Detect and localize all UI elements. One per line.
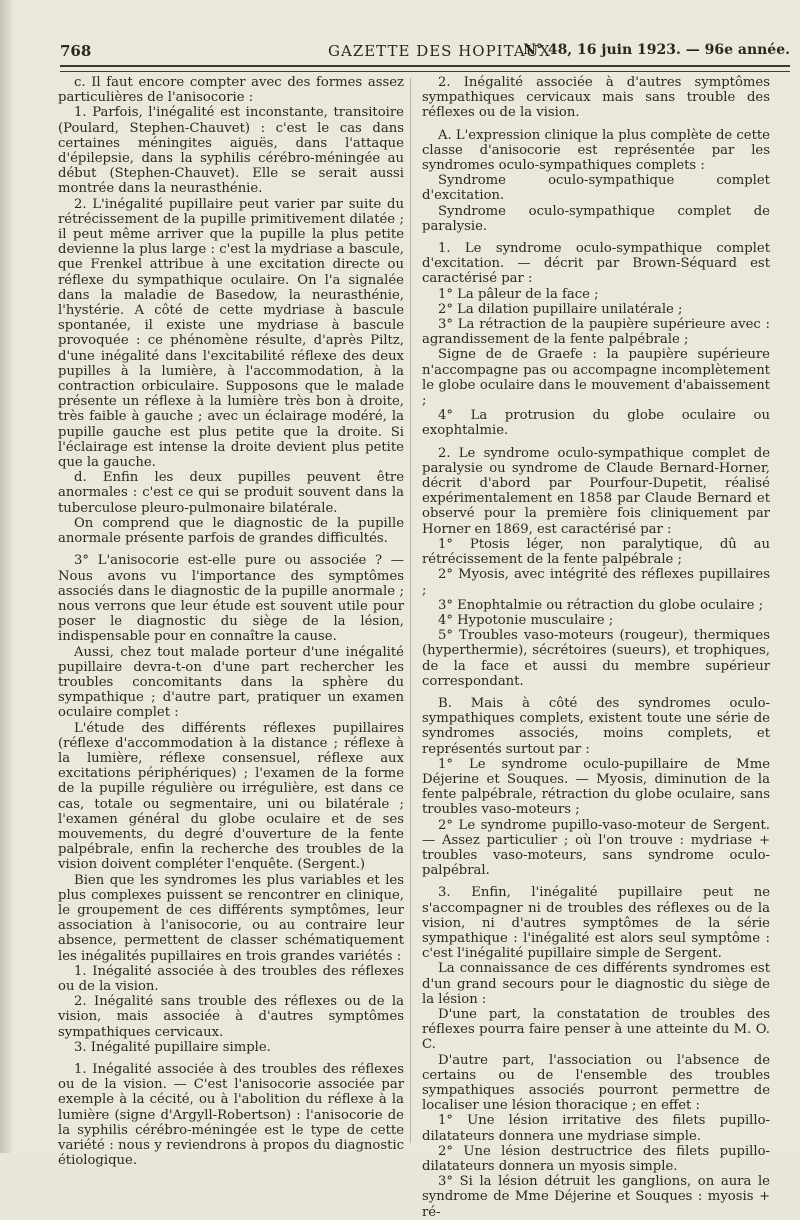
- list-item: 2° Une lésion destructrice des filets pupillo-dilatateurs donnera un myosis simple.: [422, 1143, 770, 1175]
- paragraph: La connaissance de ces différents syndromes est d'un grand secours pour le diagnostic du siège de la lésion :: [422, 961, 770, 1007]
- list-item: 4° La protrusion du globe oculaire ou exophtalmie.: [422, 408, 770, 439]
- section-paragraph: 3° L'anisocorie est-elle pure ou associée ? — Nous avons vu l'importance des symptômes associés dans le diagnostic de la pupille anormale ; nous verrons que leur étude est souvent utile pour poser le diagnostic du siège de la lésion, indispensable pour en connaître la cause.: [58, 553, 404, 645]
- list-item: Syndrome oculo-sympathique complet de paralysie.: [422, 203, 770, 234]
- list-item: 3. Inégalité pupillaire simple.: [74, 1039, 271, 1055]
- paragraph: 1. Parfois, l'inégalité est inconstante, transitoire (Poulard, Stephen-Chauvet) : c'est le cas dans certaines méningites aiguës, dans l'attaque d'épilepsie, dans la syphilis cérébro-méningée au début (Stephen-Chauvet). Elle se serait aussi montrée dans la neurasthénie.: [58, 105, 404, 197]
- paragraph: D'autre part, l'association ou l'absence de certains ou de l'ensemble des troubles sympathiques associés pourront permettre de localiser une lésion thoracique ; en effet :: [422, 1052, 770, 1114]
- list-item: 2° La dilation pupillaire unilatérale ;: [438, 301, 683, 317]
- paragraph: A. L'expression clinique la plus complète de cette classe d'anisocorie est représentée par les syndromes oculo-sympathiques complets :: [422, 127, 770, 174]
- paragraph: 1. Inégalité associée à des troubles des réflexes ou de la vision. — C'est l'anisocorie associée par exemple à la cécité, ou à l'abolition du réflexe à la lumière (signe d'Argyll-Robertson) : l'anisocorie de la syphilis cérébro-méningée est le type de cette variété : nous y reviendrons à propos du diagnostic étiologique.: [58, 1062, 404, 1169]
- list-item: 3° Enophtalmie ou rétraction du globe oculaire ;: [438, 597, 764, 613]
- list-item: 3° La rétraction de la paupière supérieure avec : agrandissement de la fente palpébrale ;: [422, 317, 770, 348]
- page-number: 768: [60, 42, 92, 60]
- paragraph: 2. Inégalité associée à d'autres symptômes sympathiques cervicaux mais sans trouble des réflexes ou de la vision.: [422, 75, 770, 121]
- paragraph: B. Mais à côté des syndromes oculo-sympathiques complets, existent toute une série de syndromes associés, moins complets, et représentés surtout par :: [422, 695, 770, 757]
- header-rule: [60, 65, 790, 72]
- list-item: 2° Myosis, avec intégrité des réflexes pupillaires ;: [422, 567, 770, 598]
- paragraph: 1. Le syndrome oculo-sympathique complet d'excitation. — décrit par Brown-Séquard est caractérisé par :: [422, 241, 770, 287]
- paragraph: 2. Le syndrome oculo-sympathique complet de paralysie ou syndrome de Claude Bernard-Horner, décrit d'abord par Pourfour-Dupetit, réalisé expérimentalement en 1858 par Claude Bernard et observé pour la première fois cliniquement par Horner en 1869, est caractérisé par :: [422, 445, 770, 537]
- page-edge-shadow: [0, 0, 12, 1153]
- paragraph: D'une part, la constatation de troubles des réflexes pourra faire penser à une atteinte du M. O. C.: [422, 1006, 770, 1053]
- paragraph: Bien que les syndromes les plus variables et les plus complexes puissent se rencontrer en clinique, le groupement de ces différents symptômes, leur association à l'anisocorie, ou au contraire leur absence, permettent de classer schématiquement les inégalités pupillaires en trois grandes variétés :: [58, 872, 404, 964]
- list-item: 1° La pâleur de la face ;: [438, 286, 599, 302]
- list-item: 2° Le syndrome pupillo-vaso-moteur de Sergent. — Assez particulier ; où l'on trouve : mydriase + troubles vaso-moteurs, sans syndrome oculo-palpébral.: [422, 817, 770, 879]
- right-column: [422, 75, 770, 1220]
- journal-title: GAZETTE DES HOPITAUX: [328, 42, 551, 60]
- column-divider: [410, 78, 411, 1143]
- paragraph: Aussi, chez tout malade porteur d'une inégalité pupillaire devra-t-on d'une part rechercher les troubles concomitants dans la sphère du sympathique ; d'autre part, pratiquer un examen oculaire complet :: [58, 644, 404, 721]
- list-item: Syndrome oculo-sympathique complet d'excitation.: [422, 173, 770, 204]
- issue-info: N° 48, 16 juin 1923. — 96e année.: [523, 42, 790, 58]
- list-item: 2. Inégalité sans trouble des réflexes ou de la vision, mais associée à d'autres symptômes sympathiques cervicaux.: [58, 994, 404, 1040]
- paragraph: On comprend que le diagnostic de la pupille anormale présente parfois de grandes difficultés.: [58, 515, 404, 547]
- list-item: 4° Hypotonie musculaire ;: [438, 612, 614, 628]
- list-item: Signe de de Graefe : la paupière supérieure n'accompagne pas ou accompagne incomplètement le globe oculaire dans le mouvement d'abaissement ;: [422, 347, 770, 409]
- paragraph: 2. L'inégalité pupillaire peut varier par suite du rétrécissement de la pupille primitivement dilatée ; il peut même arriver que la pupille la plus petite devienne la plus large : c'est la mydriase a bascule, que Frenkel attribue à une excitation directe ou réflexe du sympathique oculaire. On l'a signalée dans la maladie de Basedow, la neurasthénie, l'hystérie. A côté de cette mydriase à bascule spontanée, il existe une mydriase à bascule provoquée : ce phénomène résulte, d'après Piltz, d'une inégalité dans l'excitabilité réflexe des deux pupilles à la lumière, à l'accommodation, à la contraction orbiculaire. Supposons que le malade présente un réflexe à la lumière très bon à droite, très faible à gauche ; avec un éclairage modéré, la pupille gauche est plus petite que la droite. Si l'éclairage est intense la droite devient plus petite que la gauche.: [58, 196, 404, 471]
- list-item: 3° Si la lésion détruit les ganglions, on aura le syndrome de Mme Déjerine et Souques : myosis + ré-: [422, 1174, 770, 1220]
- paragraph: d. Enfin les deux pupilles peuvent être anormales : c'est ce qui se produit souvent dans la tuberculose pleuro-pulmonaire bilatérale.: [58, 470, 404, 516]
- list-item: 1° Ptosis léger, non paralytique, dû au rétrécissement de la fente palpébrale ;: [422, 536, 770, 568]
- paragraph: 3. Enfin, l'inégalité pupillaire peut ne s'accompagner ni de troubles des réflexes ou de la vision, ni d'autres symptômes de la série sympathique : l'inégalité est alors seul symptôme : c'est l'inégalité pupillaire simple de Sergent.: [422, 885, 770, 962]
- paragraph: c. Il faut encore compter avec des formes assez particulières de l'anisocorie :: [58, 75, 404, 106]
- left-column: [58, 75, 404, 1168]
- running-header: [60, 34, 790, 60]
- list-item: 5° Troubles vaso-moteurs (rougeur), thermiques (hyperthermie), sécrétoires (sueurs), et trophiques, de la face et aussi du membre supérieur correspondant.: [422, 628, 770, 689]
- list-item: 1° Le syndrome oculo-pupillaire de Mme Déjerine et Souques. — Myosis, diminution de la fente palpébrale, rétraction du globe oculaire, sans troubles vaso-moteurs ;: [422, 756, 770, 818]
- list-item: 1° Une lésion irritative des filets pupillo-dilatateurs donnera une mydriase simple.: [422, 1113, 770, 1144]
- paragraph: L'étude des différents réflexes pupillaires (réflexe d'accommodation à la distance ; réflexe à la lumière, réflexe consensuel, réflexe aux excitations périphériques) ; l'examen de la forme de la pupille régulière ou irrégulière, est dans ce cas, totale ou segmentaire, uni ou bilatérale ; l'examen général du globe oculaire et de ses mouvements, du degré d'ouverture de la fente palpébrale, enfin la recherche des troubles de la vision doivent compléter l'enquête. (Sergent.): [58, 720, 404, 873]
- list-item: 1. Inégalité associée à des troubles des réflexes ou de la vision.: [58, 963, 404, 994]
